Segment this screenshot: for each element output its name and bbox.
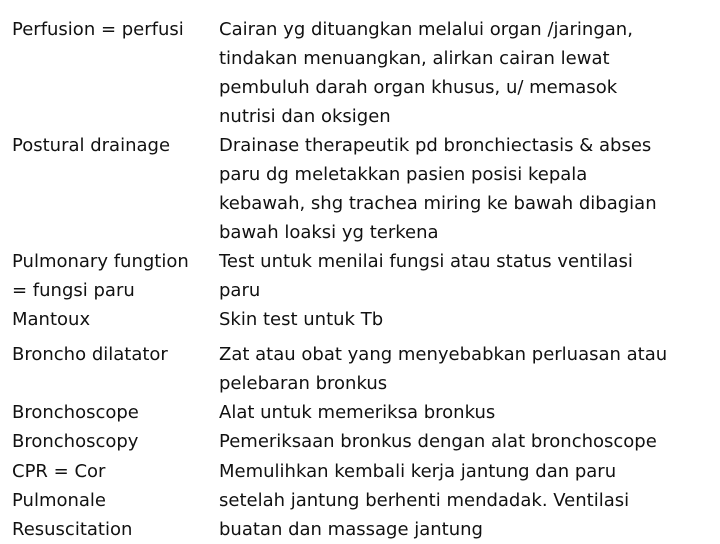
glossary-definition-cpr: Memulihkan kembali kerja jantung dan paru setelah jantung berhenti mendadak. Ventilasi buatan dan massage jantung: [219, 461, 630, 540]
glossary-term-pulmonary-function: Pulmonary fungtion = fungsi paru: [12, 251, 189, 301]
glossary-term-cpr: CPR = Cor Pulmonale Resuscitation: [12, 461, 133, 540]
glossary-definition-mantoux: Skin test untuk Tb: [219, 309, 384, 330]
glossary-term-bronchoscope: Bronchoscope: [12, 402, 139, 423]
glossary-definition-pulmonary-function: Test untuk menilai fungsi atau status ventilasi paru: [219, 251, 633, 301]
glossary-term-broncho-dilatator: Broncho dilatator: [12, 344, 168, 365]
glossary-definition-broncho-dilatator: Zat atau obat yang menyebabkan perluasan atau pelebaran bronkus: [219, 344, 668, 394]
glossary-term-perfusion: Perfusion = perfusi: [12, 19, 184, 40]
glossary-term-bronchoscopy: Bronchoscopy: [12, 431, 139, 452]
glossary-definition-perfusion: Cairan yg dituangkan melalui organ /jaringan, tindakan menuangkan, alirkan cairan lewat pembuluh darah organ khusus, u/ memasok nutrisi dan oksigen: [219, 19, 633, 127]
glossary-term-postural-drainage: Postural drainage: [12, 135, 171, 156]
glossary-term-mantoux: Mantoux: [12, 309, 91, 330]
glossary-definition-postural-drainage: Drainase therapeutik pd bronchiectasis & abses paru dg meletakkan pasien posisi kepala kebawah, shg trachea miring ke bawah dibagian bawah loaksi yg terkena: [219, 135, 657, 243]
glossary-definition-bronchoscope: Alat untuk memeriksa bronkus: [219, 402, 496, 423]
glossary-definition-bronchoscopy: Pemeriksaan bronkus dengan alat bronchoscope: [219, 431, 657, 452]
